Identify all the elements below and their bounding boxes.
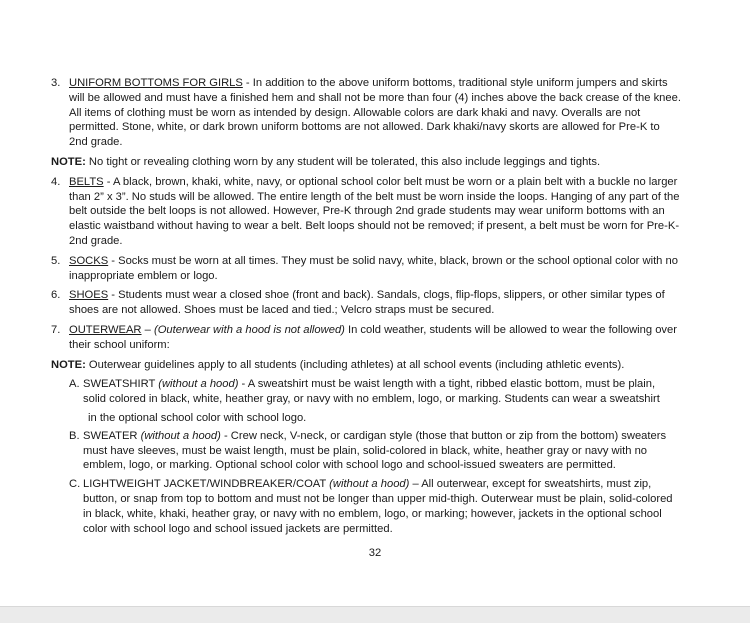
item-body: - In addition to the above uniform bottoms, traditional style uniform jumpers and skirts will be allowed and must have a finished hem and shall not be more than four (4) inches above the back crease of the knee. All items of clothing must be worn as intended by design. Allowable colors are dark khaki and navy. Overalls are not permitted. Stone, white, or dark brown uniform bottoms are not allowed. Dark khaki/navy skorts are allowed for Pre-K to 2nd grade. <box>69 77 681 149</box>
sub-body: – All outerwear, except for sweatshirts, must zip, button, or snap from top to bottom and must not be longer than upper mid-thigh. Outerwear must be plain, solid-colored in black, white, khaki, heather gray, or navy with no emblem, logo, or marking; however, jackets in the optional school color with school logo and school issued jackets are permitted. <box>83 478 673 535</box>
sub-italic: (without a hood) <box>140 429 221 442</box>
sub-letter: C. <box>69 478 81 491</box>
list-item-outerwear <box>51 323 681 353</box>
sub-italic: (without a hood) <box>329 478 410 491</box>
item-italic-note: (Outerwear with a hood is not allowed) <box>153 323 345 336</box>
list-item-shoes <box>51 288 681 318</box>
sub-title: SWEATSHIRT <box>83 378 159 391</box>
sub-body: - Crew neck, V-neck, or cardigan style (those that button or zip from the bottom) sweaters must have sleeves, must be waist length, must be plain, solid-colored in black, white, heather gray or navy with no emblem, logo, or marking. Optional school color with school logo and school-issued sweaters are permitted. <box>83 429 667 472</box>
note-outerwear <box>51 358 681 373</box>
sub-title: SWEATER <box>83 429 141 442</box>
list-item-belts <box>51 175 681 249</box>
page-number: 32 <box>368 547 382 559</box>
sub-body: - A sweatshirt must be waist length with a tight, ribbed elastic bottom, must be plain, solid colored in black, white, heather gray, or navy with no emblem, logo, or marking. Students can wear a sweatshirt <box>83 378 660 406</box>
sub-extra-line: in the optional school color with school logo. <box>88 411 307 424</box>
note-label: NOTE: <box>51 358 86 371</box>
note-leggings <box>51 155 681 170</box>
item-number: 6. <box>51 289 61 302</box>
item-title: BELTS <box>69 175 104 188</box>
document-content <box>51 76 681 540</box>
note-text: Outerwear guidelines apply to all students (including athletes) at all school events (including athletic events). <box>85 358 625 371</box>
item-title: SOCKS <box>69 254 109 267</box>
item-title: OUTERWEAR <box>69 323 142 336</box>
item-body: In cold weather, students will be allowed to wear the following over their school uniform: <box>69 323 677 351</box>
item-dash: – <box>141 323 154 336</box>
item-body: - A black, brown, khaki, white, navy, or optional school color belt must be worn or a plain belt with a buckle no larger than 2” x 3”. No studs will be allowed. The entire length of the belt must be worn inside the loops. Hanging of any part of the belt outside the belt loops is not allowed. However, Pre-K through 2nd grade students may wear uniform bottoms with an elastic waistband without having to wear a belt. Belt loops should not be removed; if present, a belt must be worn for Pre-K-2nd grade. <box>69 175 680 247</box>
sublist-item-jacket <box>51 477 681 536</box>
sub-title: LIGHTWEIGHT JACKET/WINDBREAKER/COAT <box>83 478 330 491</box>
item-title: UNIFORM BOTTOMS FOR GIRLS <box>69 77 243 89</box>
item-number: 3. <box>51 77 61 89</box>
note-text: No tight or revealing clothing worn by any student will be tolerated, this also include leggings and tights. <box>85 155 601 168</box>
list-item-socks <box>51 254 681 284</box>
item-body: - Students must wear a closed shoe (front and back). Sandals, clogs, flip-flops, slippers, or other similar types of shoes are not allowed. Shoes must be laced and tied.; Velcro straps must be secured. <box>69 289 665 317</box>
sub-letter: B. <box>69 429 80 442</box>
note-label: NOTE: <box>51 155 86 168</box>
list-item-girls-bottoms <box>51 76 681 150</box>
item-body: - Socks must be worn at all times. They must be solid navy, white, black, brown or the school optional color with no inappropriate emblem or logo. <box>69 254 678 282</box>
sub-italic: (without a hood) <box>158 378 239 391</box>
item-number: 4. <box>51 175 61 188</box>
item-title: SHOES <box>69 289 109 302</box>
sublist-item-sweater <box>51 429 681 473</box>
item-number: 5. <box>51 254 61 267</box>
item-number: 7. <box>51 323 61 336</box>
sub-letter: A. <box>69 378 80 391</box>
viewer-bottom-bar <box>0 606 750 623</box>
sublist-item-sweatshirt <box>51 377 681 407</box>
